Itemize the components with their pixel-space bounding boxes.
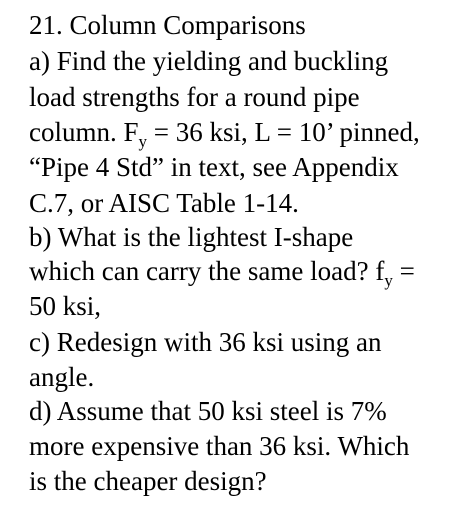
- problem-title: 21. Column Comparisons: [29, 10, 306, 40]
- text-line-a3-suffix: = 36 ksi, L = 10’ pinned,: [147, 117, 420, 147]
- text-line-a2: load strengths for a round pipe: [29, 82, 360, 112]
- fy-subscript: y: [138, 132, 148, 151]
- text-line-d3: is the cheaper design?: [29, 466, 267, 496]
- text-line-c2: angle.: [29, 362, 95, 392]
- text-line-d2: more expensive than 36 ksi. Which: [29, 431, 410, 461]
- text-line-a1: a) Find the yielding and buckling: [29, 46, 389, 76]
- text-line-a3: [29, 115, 420, 149]
- text-line-b2-suffix: =: [392, 256, 415, 286]
- text-line-b1: b) What is the lightest I-shape: [29, 222, 354, 252]
- text-line-b2: [29, 254, 415, 288]
- text-line-c1: c) Redesign with 36 ksi using an: [29, 327, 382, 357]
- fy-subscript-b: y: [384, 271, 393, 290]
- text-line-a3-prefix: column. F: [29, 117, 139, 147]
- text-line-d1: d) Assume that 50 ksi steel is 7%: [29, 396, 387, 426]
- text-line-b3: 50 ksi,: [29, 291, 102, 321]
- text-line-a4: “Pipe 4 Std” in text, see Appendix: [29, 152, 399, 182]
- text-line-b2-prefix: which can carry the same load? f: [29, 256, 385, 286]
- text-line-a5: C.7, or AISC Table 1-14.: [29, 188, 299, 218]
